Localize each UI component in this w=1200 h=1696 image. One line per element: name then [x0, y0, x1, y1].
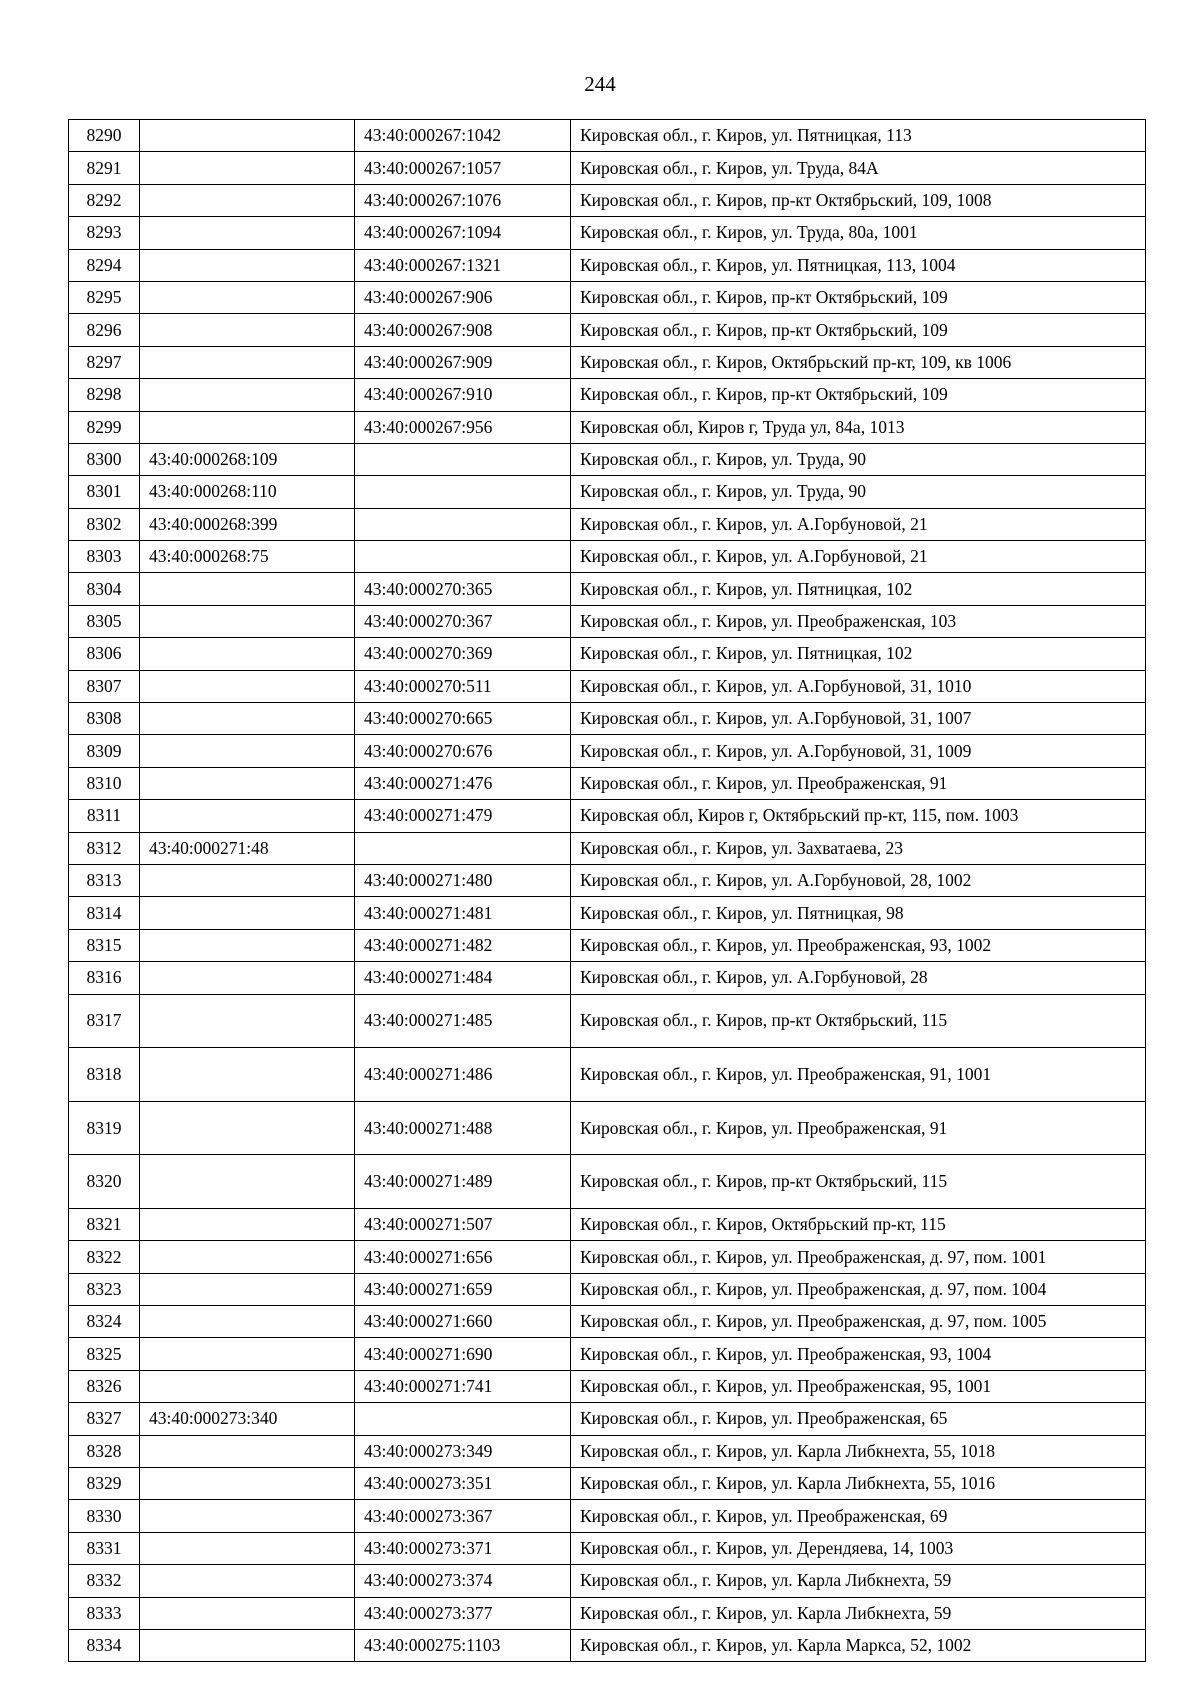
- land-cadastral-number-cell: 43:40:000268:399: [140, 508, 355, 540]
- table-row: [69, 1208, 1146, 1240]
- row-number-cell: 8290: [69, 120, 140, 152]
- address-cell: Кировская обл., г. Киров, ул. А.Горбуновой, 21: [571, 541, 1146, 573]
- building-cadastral-number-cell: 43:40:000271:485: [355, 994, 571, 1048]
- building-cadastral-number-cell: 43:40:000271:481: [355, 897, 571, 929]
- table-row: [69, 443, 1146, 475]
- building-cadastral-number-cell: 43:40:000271:482: [355, 929, 571, 961]
- building-cadastral-number-cell: [355, 832, 571, 864]
- table-row: [69, 1370, 1146, 1402]
- building-cadastral-number-cell: 43:40:000271:507: [355, 1208, 571, 1240]
- table-row: [69, 1338, 1146, 1370]
- building-cadastral-number-cell: 43:40:000271:659: [355, 1273, 571, 1305]
- land-cadastral-number-cell: [140, 638, 355, 670]
- row-number-cell: 8326: [69, 1370, 140, 1402]
- building-cadastral-number-cell: 43:40:000270:365: [355, 573, 571, 605]
- row-number-cell: 8327: [69, 1403, 140, 1435]
- address-cell: Кировская обл., г. Киров, ул. Карла Либкнехта, 59: [571, 1565, 1146, 1597]
- land-cadastral-number-cell: [140, 1597, 355, 1629]
- land-cadastral-number-cell: [140, 735, 355, 767]
- row-number-cell: 8328: [69, 1435, 140, 1467]
- registry-table-body: [69, 120, 1146, 1662]
- address-cell: Кировская обл., г. Киров, ул. Преображенская, 91: [571, 1101, 1146, 1155]
- address-cell: Кировская обл., г. Киров, ул. Преображенская, 65: [571, 1403, 1146, 1435]
- table-row: [69, 1597, 1146, 1629]
- address-cell: Кировская обл., г. Киров, ул. Преображенская, 95, 1001: [571, 1370, 1146, 1402]
- table-row: [69, 1500, 1146, 1532]
- building-cadastral-number-cell: 43:40:000267:909: [355, 346, 571, 378]
- row-number-cell: 8330: [69, 1500, 140, 1532]
- row-number-cell: 8329: [69, 1468, 140, 1500]
- row-number-cell: 8318: [69, 1048, 140, 1102]
- table-row: [69, 1273, 1146, 1305]
- row-number-cell: 8322: [69, 1241, 140, 1273]
- land-cadastral-number-cell: [140, 994, 355, 1048]
- table-row: [69, 962, 1146, 994]
- building-cadastral-number-cell: 43:40:000267:1057: [355, 152, 571, 184]
- land-cadastral-number-cell: [140, 605, 355, 637]
- row-number-cell: 8321: [69, 1208, 140, 1240]
- address-cell: Кировская обл., г. Киров, ул. Дерендяева, 14, 1003: [571, 1532, 1146, 1564]
- table-row: [69, 573, 1146, 605]
- land-cadastral-number-cell: [140, 1208, 355, 1240]
- address-cell: Кировская обл., г. Киров, ул. А.Горбуновой, 21: [571, 508, 1146, 540]
- row-number-cell: 8303: [69, 541, 140, 573]
- address-cell: Кировская обл., г. Киров, ул. Пятницкая, 98: [571, 897, 1146, 929]
- building-cadastral-number-cell: 43:40:000267:1321: [355, 249, 571, 281]
- row-number-cell: 8293: [69, 217, 140, 249]
- address-cell: Кировская обл., г. Киров, ул. Преображенская, 91, 1001: [571, 1048, 1146, 1102]
- address-cell: Кировская обл., г. Киров, ул. А.Горбуновой, 31, 1010: [571, 670, 1146, 702]
- row-number-cell: 8295: [69, 281, 140, 313]
- address-cell: Кировская обл., г. Киров, ул. Карла Либкнехта, 55, 1018: [571, 1435, 1146, 1467]
- land-cadastral-number-cell: [140, 1155, 355, 1209]
- building-cadastral-number-cell: 43:40:000271:484: [355, 962, 571, 994]
- row-number-cell: 8291: [69, 152, 140, 184]
- building-cadastral-number-cell: 43:40:000270:665: [355, 703, 571, 735]
- land-cadastral-number-cell: [140, 1048, 355, 1102]
- building-cadastral-number-cell: [355, 1403, 571, 1435]
- row-number-cell: 8310: [69, 767, 140, 799]
- land-cadastral-number-cell: 43:40:000268:75: [140, 541, 355, 573]
- address-cell: Кировская обл., г. Киров, ул. Преображенская, 93, 1004: [571, 1338, 1146, 1370]
- table-row: [69, 735, 1146, 767]
- building-cadastral-number-cell: 43:40:000270:676: [355, 735, 571, 767]
- land-cadastral-number-cell: [140, 249, 355, 281]
- land-cadastral-number-cell: [140, 1468, 355, 1500]
- land-cadastral-number-cell: [140, 929, 355, 961]
- land-cadastral-number-cell: [140, 152, 355, 184]
- building-cadastral-number-cell: 43:40:000275:1103: [355, 1630, 571, 1662]
- building-cadastral-number-cell: 43:40:000273:377: [355, 1597, 571, 1629]
- building-cadastral-number-cell: 43:40:000271:486: [355, 1048, 571, 1102]
- building-cadastral-number-cell: 43:40:000273:349: [355, 1435, 571, 1467]
- land-cadastral-number-cell: [140, 1370, 355, 1402]
- row-number-cell: 8304: [69, 573, 140, 605]
- table-row: [69, 1155, 1146, 1209]
- row-number-cell: 8302: [69, 508, 140, 540]
- land-cadastral-number-cell: [140, 281, 355, 313]
- building-cadastral-number-cell: 43:40:000267:1076: [355, 184, 571, 216]
- land-cadastral-number-cell: [140, 1306, 355, 1338]
- row-number-cell: 8308: [69, 703, 140, 735]
- table-row: [69, 314, 1146, 346]
- row-number-cell: 8320: [69, 1155, 140, 1209]
- address-cell: Кировская обл., г. Киров, ул. Преображенская, д. 97, пом. 1004: [571, 1273, 1146, 1305]
- address-cell: Кировская обл., г. Киров, пр-кт Октябрьский, 115: [571, 994, 1146, 1048]
- land-cadastral-number-cell: 43:40:000273:340: [140, 1403, 355, 1435]
- address-cell: Кировская обл., г. Киров, пр-кт Октябрьский, 109, 1008: [571, 184, 1146, 216]
- building-cadastral-number-cell: [355, 541, 571, 573]
- table-row: [69, 346, 1146, 378]
- table-row: [69, 800, 1146, 832]
- land-cadastral-number-cell: [140, 184, 355, 216]
- row-number-cell: 8307: [69, 670, 140, 702]
- row-number-cell: 8325: [69, 1338, 140, 1370]
- land-cadastral-number-cell: [140, 800, 355, 832]
- building-cadastral-number-cell: 43:40:000271:656: [355, 1241, 571, 1273]
- table-row: [69, 703, 1146, 735]
- address-cell: Кировская обл., г. Киров, ул. Пятницкая, 113, 1004: [571, 249, 1146, 281]
- row-number-cell: 8323: [69, 1273, 140, 1305]
- land-cadastral-number-cell: [140, 670, 355, 702]
- land-cadastral-number-cell: [140, 1338, 355, 1370]
- building-cadastral-number-cell: 43:40:000267:908: [355, 314, 571, 346]
- table-row: [69, 1101, 1146, 1155]
- table-row: [69, 120, 1146, 152]
- address-cell: Кировская обл., г. Киров, пр-кт Октябрьский, 109: [571, 281, 1146, 313]
- land-cadastral-number-cell: [140, 1500, 355, 1532]
- building-cadastral-number-cell: [355, 443, 571, 475]
- address-cell: Кировская обл., г. Киров, ул. Карла Либкнехта, 55, 1016: [571, 1468, 1146, 1500]
- building-cadastral-number-cell: 43:40:000270:511: [355, 670, 571, 702]
- table-row: [69, 832, 1146, 864]
- land-cadastral-number-cell: [140, 411, 355, 443]
- row-number-cell: 8316: [69, 962, 140, 994]
- address-cell: Кировская обл., г. Киров, ул. Труда, 90: [571, 443, 1146, 475]
- address-cell: Кировская обл., г. Киров, ул. Пятницкая, 102: [571, 573, 1146, 605]
- address-cell: Кировская обл., г. Киров, Октябрьский пр-кт, 115: [571, 1208, 1146, 1240]
- row-number-cell: 8301: [69, 476, 140, 508]
- address-cell: Кировская обл., г. Киров, ул. Карла Либкнехта, 59: [571, 1597, 1146, 1629]
- row-number-cell: 8298: [69, 379, 140, 411]
- address-cell: Кировская обл., г. Киров, ул. Преображенская, д. 97, пом. 1005: [571, 1306, 1146, 1338]
- address-cell: Кировская обл, Киров г, Труда ул, 84а, 1013: [571, 411, 1146, 443]
- address-cell: Кировская обл., г. Киров, ул. Преображенская, 91: [571, 767, 1146, 799]
- row-number-cell: 8315: [69, 929, 140, 961]
- table-row: [69, 152, 1146, 184]
- land-cadastral-number-cell: [140, 703, 355, 735]
- building-cadastral-number-cell: 43:40:000271:489: [355, 1155, 571, 1209]
- land-cadastral-number-cell: [140, 1532, 355, 1564]
- land-cadastral-number-cell: 43:40:000268:110: [140, 476, 355, 508]
- building-cadastral-number-cell: 43:40:000267:1042: [355, 120, 571, 152]
- building-cadastral-number-cell: 43:40:000273:367: [355, 1500, 571, 1532]
- address-cell: Кировская обл., г. Киров, ул. Труда, 90: [571, 476, 1146, 508]
- land-cadastral-number-cell: [140, 120, 355, 152]
- table-row: [69, 1403, 1146, 1435]
- table-row: [69, 1241, 1146, 1273]
- table-row: [69, 541, 1146, 573]
- building-cadastral-number-cell: 43:40:000273:371: [355, 1532, 571, 1564]
- table-row: [69, 476, 1146, 508]
- row-number-cell: 8300: [69, 443, 140, 475]
- building-cadastral-number-cell: 43:40:000270:367: [355, 605, 571, 637]
- building-cadastral-number-cell: 43:40:000267:906: [355, 281, 571, 313]
- land-cadastral-number-cell: [140, 897, 355, 929]
- row-number-cell: 8296: [69, 314, 140, 346]
- row-number-cell: 8324: [69, 1306, 140, 1338]
- row-number-cell: 8332: [69, 1565, 140, 1597]
- row-number-cell: 8292: [69, 184, 140, 216]
- building-cadastral-number-cell: 43:40:000273:374: [355, 1565, 571, 1597]
- table-row: [69, 411, 1146, 443]
- row-number-cell: 8297: [69, 346, 140, 378]
- table-row: [69, 767, 1146, 799]
- address-cell: Кировская обл., г. Киров, ул. Преображенская, 103: [571, 605, 1146, 637]
- address-cell: Кировская обл., г. Киров, ул. Труда, 80а, 1001: [571, 217, 1146, 249]
- land-cadastral-number-cell: [140, 1565, 355, 1597]
- row-number-cell: 8334: [69, 1630, 140, 1662]
- row-number-cell: 8317: [69, 994, 140, 1048]
- table-row: [69, 217, 1146, 249]
- land-cadastral-number-cell: [140, 1101, 355, 1155]
- row-number-cell: 8333: [69, 1597, 140, 1629]
- land-cadastral-number-cell: [140, 217, 355, 249]
- row-number-cell: 8299: [69, 411, 140, 443]
- address-cell: Кировская обл., г. Киров, ул. Преображенская, 69: [571, 1500, 1146, 1532]
- row-number-cell: 8309: [69, 735, 140, 767]
- land-cadastral-number-cell: [140, 346, 355, 378]
- land-cadastral-number-cell: 43:40:000271:48: [140, 832, 355, 864]
- table-row: [69, 1435, 1146, 1467]
- table-row: [69, 1306, 1146, 1338]
- row-number-cell: 8294: [69, 249, 140, 281]
- land-cadastral-number-cell: [140, 864, 355, 896]
- row-number-cell: 8305: [69, 605, 140, 637]
- row-number-cell: 8312: [69, 832, 140, 864]
- address-cell: Кировская обл., г. Киров, ул. Преображенская, д. 97, пом. 1001: [571, 1241, 1146, 1273]
- row-number-cell: 8313: [69, 864, 140, 896]
- table-row: [69, 638, 1146, 670]
- table-row: [69, 994, 1146, 1048]
- table-row: [69, 670, 1146, 702]
- land-cadastral-number-cell: [140, 1435, 355, 1467]
- table-row: [69, 184, 1146, 216]
- address-cell: Кировская обл., г. Киров, пр-кт Октябрьский, 109: [571, 314, 1146, 346]
- row-number-cell: 8331: [69, 1532, 140, 1564]
- table-row: [69, 605, 1146, 637]
- land-cadastral-number-cell: [140, 962, 355, 994]
- address-cell: Кировская обл., г. Киров, ул. А.Горбуновой, 31, 1007: [571, 703, 1146, 735]
- land-cadastral-number-cell: [140, 379, 355, 411]
- page-number: 244: [584, 72, 616, 96]
- table-row: [69, 379, 1146, 411]
- table-row: [69, 1048, 1146, 1102]
- address-cell: Кировская обл., г. Киров, пр-кт Октябрьский, 115: [571, 1155, 1146, 1209]
- address-cell: Кировская обл., г. Киров, ул. Труда, 84А: [571, 152, 1146, 184]
- row-number-cell: 8314: [69, 897, 140, 929]
- building-cadastral-number-cell: 43:40:000271:480: [355, 864, 571, 896]
- address-cell: Кировская обл., г. Киров, ул. Пятницкая, 113: [571, 120, 1146, 152]
- building-cadastral-number-cell: 43:40:000271:476: [355, 767, 571, 799]
- address-cell: Кировская обл., г. Киров, ул. Захватаева, 23: [571, 832, 1146, 864]
- address-cell: Кировская обл., г. Киров, ул. А.Горбуновой, 28, 1002: [571, 864, 1146, 896]
- table-row: [69, 1565, 1146, 1597]
- table-row: [69, 281, 1146, 313]
- row-number-cell: 8311: [69, 800, 140, 832]
- land-cadastral-number-cell: [140, 1241, 355, 1273]
- address-cell: Кировская обл., г. Киров, ул. А.Горбуновой, 28: [571, 962, 1146, 994]
- building-cadastral-number-cell: 43:40:000273:351: [355, 1468, 571, 1500]
- building-cadastral-number-cell: 43:40:000271:479: [355, 800, 571, 832]
- building-cadastral-number-cell: 43:40:000270:369: [355, 638, 571, 670]
- cadastral-registry-table: [68, 119, 1146, 1662]
- table-row: [69, 864, 1146, 896]
- land-cadastral-number-cell: 43:40:000268:109: [140, 443, 355, 475]
- table-row: [69, 1630, 1146, 1662]
- address-cell: Кировская обл., г. Киров, ул. А.Горбуновой, 31, 1009: [571, 735, 1146, 767]
- row-number-cell: 8319: [69, 1101, 140, 1155]
- land-cadastral-number-cell: [140, 767, 355, 799]
- row-number-cell: 8306: [69, 638, 140, 670]
- building-cadastral-number-cell: 43:40:000267:910: [355, 379, 571, 411]
- table-row: [69, 1468, 1146, 1500]
- address-cell: Кировская обл., г. Киров, Октябрьский пр-кт, 109, кв 1006: [571, 346, 1146, 378]
- address-cell: Кировская обл., г. Киров, ул. Карла Маркса, 52, 1002: [571, 1630, 1146, 1662]
- building-cadastral-number-cell: [355, 508, 571, 540]
- address-cell: Кировская обл., г. Киров, ул. Преображенская, 93, 1002: [571, 929, 1146, 961]
- building-cadastral-number-cell: 43:40:000267:956: [355, 411, 571, 443]
- building-cadastral-number-cell: 43:40:000271:660: [355, 1306, 571, 1338]
- building-cadastral-number-cell: 43:40:000267:1094: [355, 217, 571, 249]
- address-cell: Кировская обл., г. Киров, ул. Пятницкая, 102: [571, 638, 1146, 670]
- address-cell: Кировская обл, Киров г, Октябрьский пр-кт, 115, пом. 1003: [571, 800, 1146, 832]
- land-cadastral-number-cell: [140, 573, 355, 605]
- table-row: [69, 897, 1146, 929]
- table-row: [69, 508, 1146, 540]
- building-cadastral-number-cell: 43:40:000271:690: [355, 1338, 571, 1370]
- table-row: [69, 249, 1146, 281]
- table-row: [69, 1532, 1146, 1564]
- building-cadastral-number-cell: [355, 476, 571, 508]
- address-cell: Кировская обл., г. Киров, пр-кт Октябрьский, 109: [571, 379, 1146, 411]
- land-cadastral-number-cell: [140, 314, 355, 346]
- building-cadastral-number-cell: 43:40:000271:488: [355, 1101, 571, 1155]
- table-row: [69, 929, 1146, 961]
- building-cadastral-number-cell: 43:40:000271:741: [355, 1370, 571, 1402]
- land-cadastral-number-cell: [140, 1273, 355, 1305]
- land-cadastral-number-cell: [140, 1630, 355, 1662]
